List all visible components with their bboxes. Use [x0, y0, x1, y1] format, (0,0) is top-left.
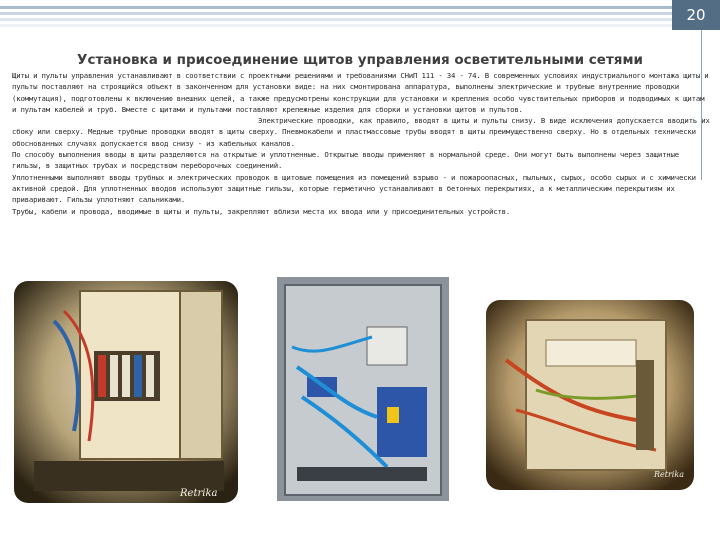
header-strip — [0, 18, 672, 21]
paragraph: Уплотненными выполняют вводы трубных и электрических проводок в щитовые помещения из помещений взрыво - и пожароопасных, пыльных, сырых, особо сырых и с химически активной средой. Для уплотненных вводов используют защитные гильзы, которые герметично устанавливают в бетонных перекрытиях, а к металлическим перекрытиям их приваривают. Гильзы уплотняют сальниками. — [12, 172, 696, 205]
photo-watermark: Retrika — [654, 470, 684, 479]
slide-title: Установка и присоединение щитов управления осветительными сетями — [77, 52, 643, 68]
panel-photo-center-icon — [277, 277, 449, 501]
panel-photo-right — [486, 300, 694, 490]
header-strip — [0, 24, 672, 27]
paragraph: Трубы, кабели и провода, вводимые в щиты и пульты, закрепляют вблизи места их ввода или у присоединительных устройств. — [12, 206, 511, 216]
paragraph: Щиты и пульты управления устанавливают в соответствии с проектными решениями и требованиями СНиП 111 - 34 - 74. В современных условиях индустриального монтажа щиты и пульты поставляют на строящийся объект в законченном для установки виде: на них смонтирована аппаратура, выполнены электрические и трубные внутренние проводки (коммутация), подготовлены к включению внешних цепей, а также предусмотрены конструкции для установки и крепления особо чувствительных приборов и подводимых к щитам и пультам кабелей и труб. Вместе с щитами и пультами поставляют крепежные изделия для сборки и установки щитов и пультов. — [12, 71, 709, 114]
panel-photo-right-icon — [486, 300, 694, 490]
page-number: 20 — [686, 6, 706, 24]
header-strip — [0, 6, 672, 9]
paragraph: Электрические проводки, как правило, вводят в щиты и пульты снизу. В виде исключения допускается вводить их сбоку или сверху. Медные трубные проводки вводят в щиты сверху. Пневмокабели и пластмассовые трубы вводят в щиты преимущественно сверху. Но в отдельных технически обоснованных случаях допускается ввод снизу - из кабельных каналов. — [12, 116, 710, 148]
panel-photo-left — [14, 281, 238, 503]
paragraph: По способу выполнения вводы в щиты разделяются на открытые и уплотненные. Открытые вводы применяют в нормальной среде. Они могут быть выполнены через защитные гильзы, в защитных трубах и посредством переборочных соединений. — [12, 150, 679, 171]
header-strip — [0, 12, 672, 15]
panel-photo-left-icon — [14, 281, 238, 503]
panel-photo-center — [277, 277, 449, 501]
body-text — [12, 70, 710, 217]
photo-watermark: Retrika — [180, 488, 218, 499]
header-bar — [0, 0, 672, 30]
